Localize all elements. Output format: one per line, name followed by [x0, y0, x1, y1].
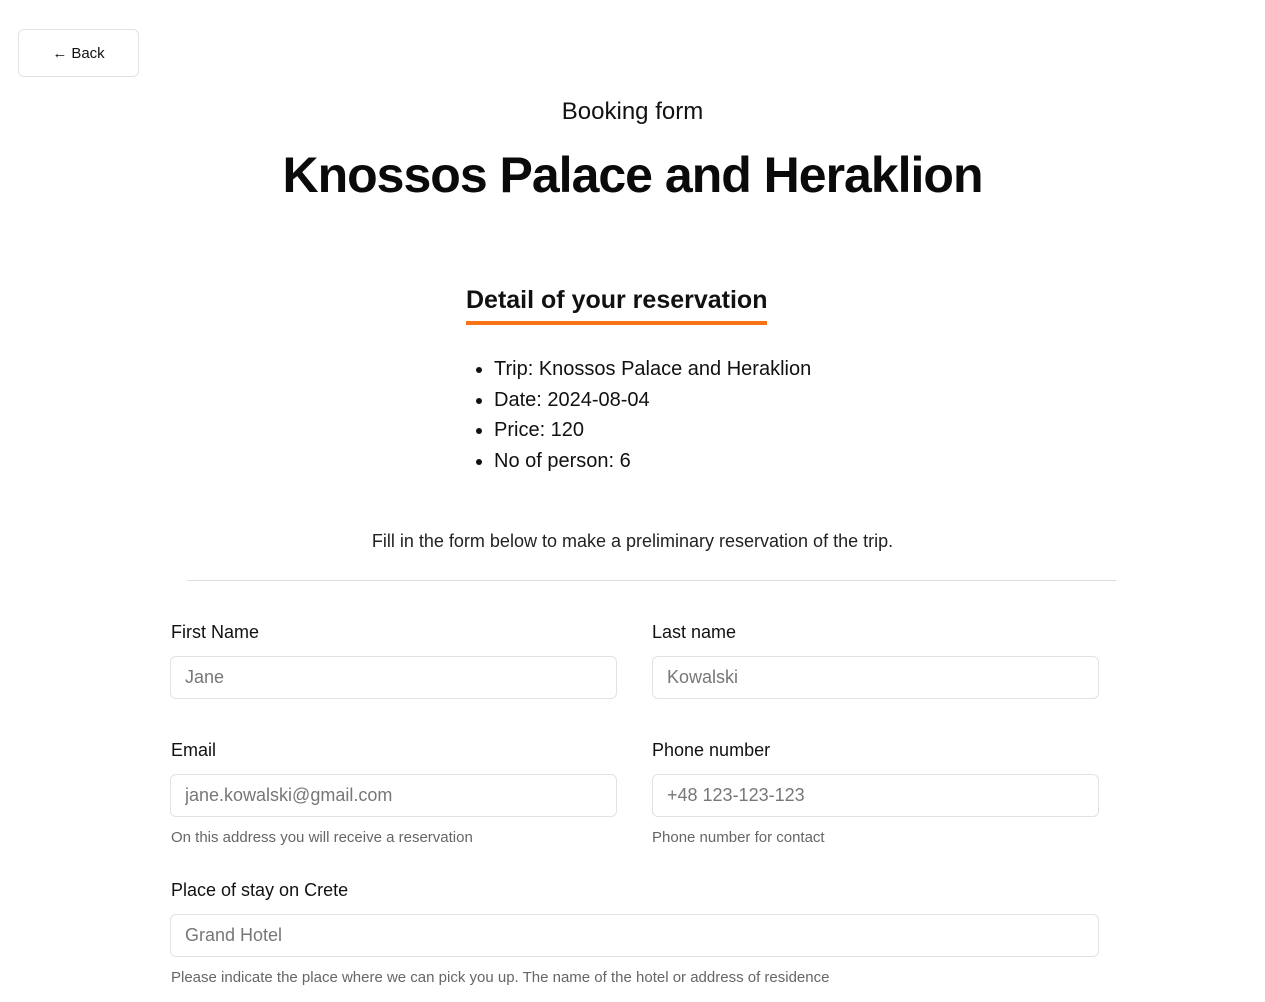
arrow-left-icon: ← — [52, 44, 68, 62]
detail-date: • Date: 2024-08-04 — [494, 387, 811, 418]
back-button[interactable] — [18, 29, 139, 77]
email-input[interactable] — [170, 774, 617, 817]
page-subtitle: Booking form — [561, 98, 704, 125]
detail-persons: • No of person: 6 — [494, 448, 811, 479]
last-name-input[interactable] — [652, 656, 1099, 699]
back-label: Back — [71, 44, 105, 62]
reservation-details — [494, 356, 811, 478]
stay-help: Please indicate the place where we can pick you up. The name of the hotel or address of residence — [171, 969, 830, 986]
phone-input[interactable] — [652, 774, 1099, 817]
intro-text: Fill in the form below to make a preliminary reservation of the trip. — [371, 531, 894, 551]
first-name-label: First Name — [171, 622, 260, 642]
email-label: Email — [171, 740, 217, 760]
last-name-label: Last name — [652, 622, 737, 642]
page-title: Knossos Palace and Heraklion — [282, 147, 983, 203]
first-name-input[interactable] — [170, 656, 617, 699]
phone-label: Phone number — [652, 740, 771, 760]
detail-price: • Price: 120 — [494, 417, 811, 448]
email-help: On this address you will receive a reservation — [171, 829, 473, 846]
detail-trip: • Trip: Knossos Palace and Heraklion — [494, 356, 811, 387]
divider — [187, 580, 1116, 581]
stay-input[interactable] — [170, 914, 1099, 957]
stay-label: Place of stay on Crete — [171, 880, 349, 900]
phone-help: Phone number for contact — [652, 829, 825, 846]
reservation-heading: Detail of your reservation — [466, 286, 767, 325]
